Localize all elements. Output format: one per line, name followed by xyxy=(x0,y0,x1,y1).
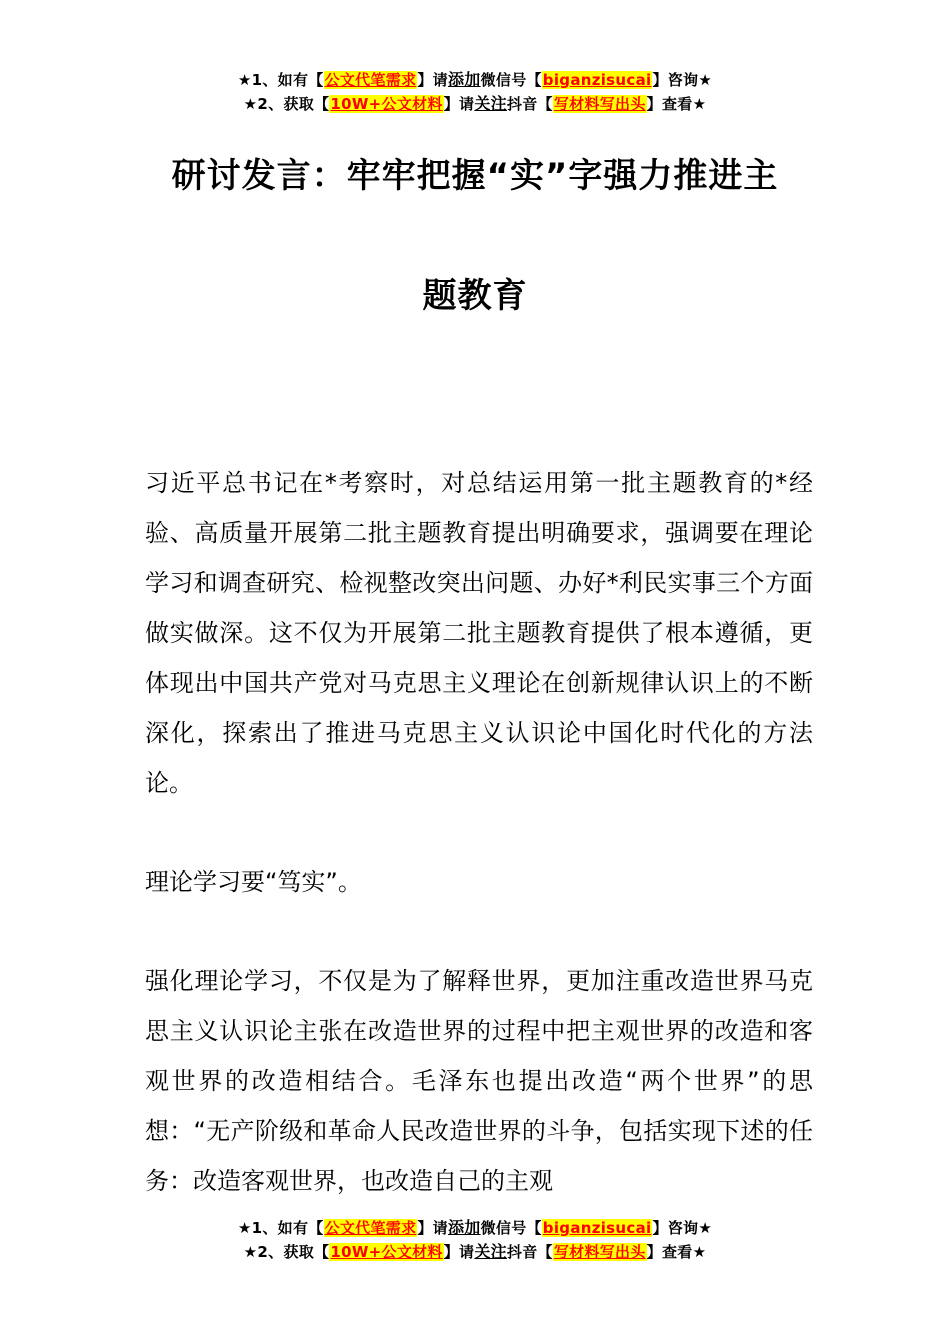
ad-text: 】咨询★ xyxy=(652,71,713,89)
document-title-line-1: 研讨发言：牢牢把握“实”字强力推进主 xyxy=(171,156,779,196)
header-ad-banner xyxy=(0,68,950,116)
ad-highlight-douyin-id: 写材料写出头 xyxy=(553,95,646,113)
footer-ad-line-1 xyxy=(0,1216,950,1240)
ad-highlight-douyin-id: 写材料写出头 xyxy=(553,1243,646,1261)
ad-text: 微信号【 xyxy=(480,71,542,89)
ad-text: 】请 xyxy=(443,95,475,113)
ad-highlight-materials: 10W+公文材料 xyxy=(330,95,443,113)
ad-highlight-service: 公文代笔需求 xyxy=(324,71,417,89)
ad-text: 】查看★ xyxy=(646,95,707,113)
ad-text: ★2、获取【 xyxy=(243,1243,330,1261)
ad-text: 微信号【 xyxy=(480,1219,542,1237)
ad-text: ★2、获取【 xyxy=(243,95,330,113)
header-ad-line-2 xyxy=(0,92,950,116)
ad-text: 】请 xyxy=(417,1219,448,1237)
ad-text: 】咨询★ xyxy=(652,1219,713,1237)
body-paragraph-1: 习近平总书记在*考察时，对总结运用第一批主题教育的*经验、高质量开展第二批主题教育提出明确要求，强调要在理论学习和调查研究、检视整改突出问题、办好*利民实事三个方面做实做深。这不仅为开展第二批主题教育提供了根本遵循，更体现出中国共产党对马克思主义理论在创新规律认识上的不断深化，探索出了推进马克思主义认识论中国化时代化的方法论。 xyxy=(145,469,813,797)
ad-highlight-wechat-id: biganzisucai xyxy=(542,71,652,89)
ad-underlined-text: 添加 xyxy=(447,1218,481,1237)
ad-text: 】查看★ xyxy=(646,1243,707,1261)
ad-text: 抖音【 xyxy=(506,95,553,113)
ad-highlight-wechat-id: biganzisucai xyxy=(542,1219,652,1237)
ad-underlined-text: 关注 xyxy=(474,1242,507,1261)
ad-text: ★1、如有【 xyxy=(237,1219,324,1237)
ad-text: 抖音【 xyxy=(506,1243,553,1261)
section-heading-paragraph: 理论学习要“笃实”。 xyxy=(145,868,362,896)
ad-underlined-text: 关注 xyxy=(474,94,507,113)
header-ad-line-1 xyxy=(0,68,950,92)
footer-ad-banner xyxy=(0,1216,950,1264)
ad-highlight-service: 公文代笔需求 xyxy=(324,1219,417,1237)
ad-underlined-text: 添加 xyxy=(447,70,481,89)
document-title-line-2: 题教育 xyxy=(422,276,528,316)
ad-text: ★1、如有【 xyxy=(237,71,324,89)
ad-highlight-materials: 10W+公文材料 xyxy=(330,1243,443,1261)
body-paragraph-3: 强化理论学习，不仅是为了解释世界，更加注重改造世界马克思主义认识论主张在改造世界的过程中把主观世界的改造和客观世界的改造相结合。毛泽东也提出改造“两个世界”的思想：“无产阶级和革命人民改造世界的斗争，包括实现下述的任务：改造客观世界，也改造自己的主观 xyxy=(145,967,813,1195)
ad-text: 】请 xyxy=(417,71,448,89)
ad-text: 】请 xyxy=(443,1243,475,1261)
footer-ad-line-2 xyxy=(0,1240,950,1264)
